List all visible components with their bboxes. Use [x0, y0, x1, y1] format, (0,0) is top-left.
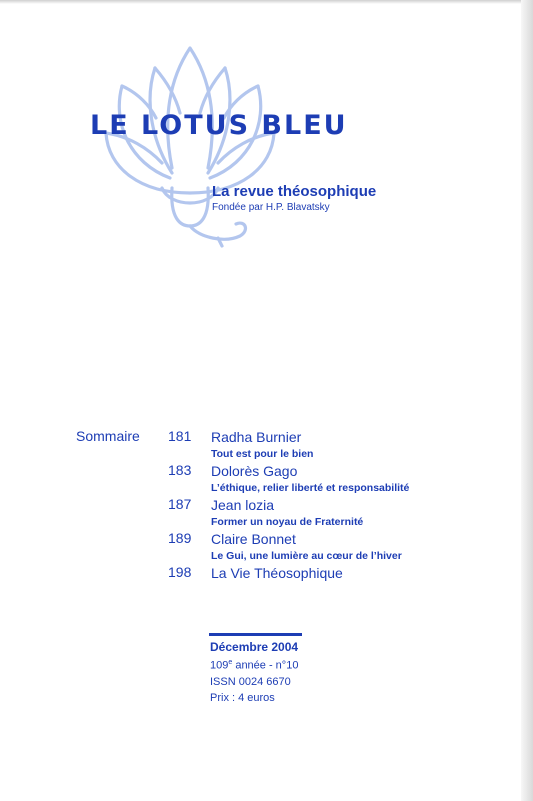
page-top-edge	[0, 0, 533, 4]
issue-info	[210, 639, 298, 706]
founder-line: Fondée par H.P. Blavatsky	[212, 202, 330, 213]
toc-author: Dolorès Gago	[211, 463, 298, 479]
issue-date: Décembre 2004	[210, 640, 299, 654]
issue-year-number	[210, 655, 298, 674]
toc-page-number: 187	[168, 496, 192, 512]
toc-page-number: 189	[168, 530, 192, 546]
toc-article-title: Former un noyau de Fraternité	[211, 516, 364, 528]
toc-entry	[168, 428, 468, 462]
table-of-contents	[168, 428, 468, 583]
toc-entry	[168, 564, 468, 583]
contents-label: Sommaire	[76, 428, 140, 444]
toc-article-title: Tout est pour le bien	[211, 448, 314, 460]
date-rule	[209, 633, 302, 636]
toc-page-number: 198	[168, 564, 192, 580]
toc-entry	[168, 462, 468, 496]
page-right-edge	[521, 0, 533, 801]
year-suffix: e	[228, 659, 233, 666]
price: Prix : 4 euros	[210, 691, 275, 704]
toc-author: Jean lozia	[211, 497, 275, 513]
magazine-subtitle: La revue théosophique	[212, 183, 377, 200]
toc-author: Radha Burnier	[211, 429, 302, 445]
toc-article-title: Le Gui, une lumière au cœur de l’hiver	[211, 550, 402, 562]
magazine-title: LE LOTUS BLEU	[90, 110, 348, 141]
toc-article-title: L’éthique, relier liberté et responsabilité	[211, 482, 410, 494]
lotus-logo	[100, 38, 280, 248]
issn: ISSN 0024 6670	[210, 675, 291, 688]
toc-page-number: 181	[168, 428, 192, 444]
year-number: 109	[210, 659, 229, 672]
toc-page-number: 183	[168, 462, 192, 478]
year-rest: année - n°10	[232, 659, 299, 672]
toc-author: Claire Bonnet	[211, 531, 296, 547]
toc-entry	[168, 496, 468, 530]
toc-entry	[168, 530, 468, 564]
toc-author: La Vie Théosophique	[211, 565, 343, 581]
